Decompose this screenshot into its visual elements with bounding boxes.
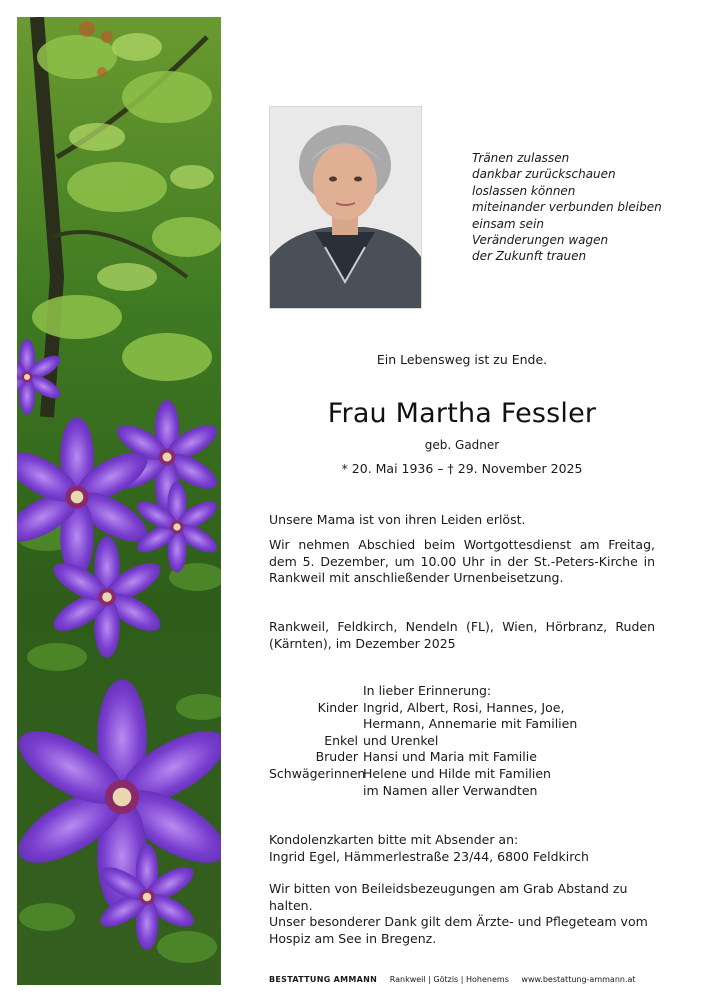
clematis-photo xyxy=(17,17,221,985)
poem-line: Tränen zulassen xyxy=(472,151,570,165)
mourner-role: Schwägerinnen xyxy=(269,765,366,781)
mourner-role: Kinder xyxy=(317,699,358,715)
funeral-home-locations: Rankweil | Götzis | Hohenems xyxy=(389,975,509,984)
poem-line: loslassen können xyxy=(472,183,576,198)
deceased-name: Frau Martha Fessler xyxy=(327,398,597,429)
mourner-row xyxy=(269,733,655,750)
clematis-illustration xyxy=(17,17,221,985)
funeral-home-brand: BESTATTUNG AMMANN xyxy=(269,975,378,984)
mourner-row xyxy=(269,783,655,800)
mourner-role: Bruder xyxy=(315,749,358,765)
life-dates: * 20. Mai 1936 – † 29. November 2025 xyxy=(341,461,583,476)
condolence-line: Ingrid Egel, Hämmerlestraße 23/44, 6800 Feldkirch xyxy=(269,848,589,864)
mourner-names: Helene und Hilde mit Familien xyxy=(363,765,551,781)
request-text: Wir bitten von Beileidsbezeugungen am Grab Abstand zu halten. xyxy=(269,881,628,913)
portrait-illustration xyxy=(270,107,421,308)
footer xyxy=(269,975,669,984)
poem-line: dankbar zurückschauen xyxy=(472,167,616,182)
mourners-list xyxy=(269,683,655,799)
poem-line: einsam sein xyxy=(472,216,545,231)
mourner-row xyxy=(269,766,655,783)
condolence-line: Kondolenzkarten bitte mit Absender an: xyxy=(269,832,519,847)
mourner-role xyxy=(269,683,363,700)
motto: Ein Lebensweg ist zu Ende. xyxy=(376,352,548,367)
mourner-row xyxy=(269,749,655,766)
maiden-name: geb. Gadner xyxy=(424,438,500,452)
condolence-address xyxy=(269,832,655,865)
mourner-row xyxy=(269,683,655,700)
funeral-home-website[interactable]: www.bestattung-ammann.at xyxy=(521,975,636,984)
mourner-role xyxy=(269,783,363,800)
poem-line: miteinander verbunden bleiben xyxy=(472,200,662,215)
poem-line: Veränderungen wagen xyxy=(472,233,609,248)
mourner-names: Hansi und Maria mit Familie xyxy=(363,749,537,765)
mourner-role: Enkel xyxy=(324,732,358,748)
mourner-names: im Namen aller Verwandten xyxy=(363,782,538,798)
mourner-names: Ingrid, Albert, Rosi, Hannes, Joe, xyxy=(363,699,565,715)
intro-text: Unsere Mama ist von ihren Leiden erlöst. xyxy=(269,512,526,527)
poem xyxy=(472,150,692,265)
portrait-photo xyxy=(269,106,422,309)
mourner-row xyxy=(269,716,655,733)
mourner-names: Hermann, Annemarie mit Familien xyxy=(363,716,578,732)
mourner-names: und Urenkel xyxy=(363,732,439,748)
mourner-role xyxy=(269,716,363,733)
funeral-text: Wir nehmen Abschied beim Wortgottesdienst am Freitag, dem 5. Dezember, um 10.00 Uhr in der St.-Peters-Kirche in Rankweil mit anschließender Urnenbeisetzung. xyxy=(269,537,655,586)
thanks-text: Unser besonderer Dank gilt dem Ärzte- und Pflegeteam vom Hospiz am See in Bregenz. xyxy=(269,914,648,946)
mourner-row xyxy=(269,700,655,717)
mourner-names: In lieber Erinnerung: xyxy=(363,683,492,698)
places-text: Rankweil, Feldkirch, Nendeln (FL), Wien, Hörbranz, Ruden (Kärnten), im Dezember 2025 xyxy=(269,619,655,651)
poem-line: der Zukunft trauen xyxy=(472,249,587,264)
